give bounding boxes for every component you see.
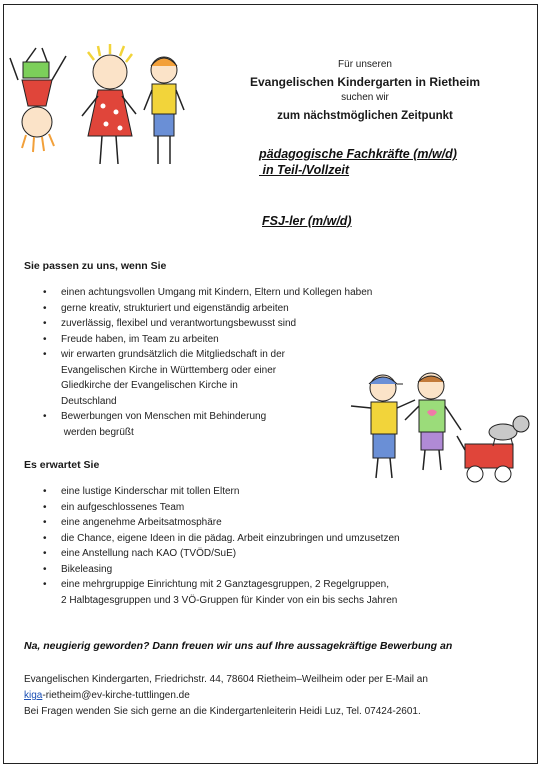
offer-list [24,484,400,608]
list-item: • eine angenehme Arbeitsatmosphäre [24,515,400,531]
contact-email[interactable] [24,688,428,704]
list-item: • eine Anstellung nach KAO (TVÖD/SuE) [24,546,400,562]
list-item: • die Chance, eigene Ideen in die pädag. Arbeit einzubringen und umzusetzen [24,531,400,547]
position-title-1-line2: in Teil-/Vollzeit [259,163,350,177]
children-drawing-left [8,40,193,175]
list-item: • zuverlässig, flexibel und verantwortungsbewusst sind [24,316,372,332]
header-block [200,58,530,124]
list-item: • ein aufgeschlossenes Team [24,500,400,516]
list-item: • Freude haben, im Team zu arbeiten [24,332,372,348]
position-title-1 [259,146,457,178]
kindergarten-name: Evangelischen Kindergarten in Rietheim [249,75,481,89]
offer-section-heading: Es erwartet Sie [24,459,100,471]
position-title-1-line1: pädagogische Fachkräfte (m/w/d) [259,147,457,161]
intro-text: Für unseren [338,59,392,70]
contact-questions: Bei Fragen wenden Sie sich gerne an die Kindergartenleiterin Heidi Luz, Tel. 07424-2601. [24,706,421,717]
list-item: • gerne kreativ, strukturiert und eigenständig arbeiten [24,301,372,317]
email-link-prefix[interactable]: kiga [24,690,43,701]
list-item: • wir erwarten grundsätzlich die Mitgliedschaft in der Evangelischen Kirche in Württemberg oder einer Gliedkirche der Evangelischen Kirche in Deutschland [24,347,372,409]
contact-block [24,672,428,720]
fit-list [24,285,372,440]
list-item: • einen achtungsvollen Umgang mit Kindern, Eltern und Kollegen haben [24,285,372,301]
seek-text: suchen wir [341,92,389,103]
email-link-rest[interactable]: -rietheim@ev-kirche-tuttlingen.de [42,690,190,701]
list-item: • eine lustige Kinderschar mit tollen Eltern [24,484,400,500]
list-item: • Bikeleasing [24,562,400,578]
start-date-text: zum nächstmöglichen Zeitpunkt [277,110,453,122]
children-drawing-right [345,370,535,495]
contact-address: Evangelischen Kindergarten, Friedrichstr. 44, 78604 Rietheim–Weilheim oder per E-Mail an [24,674,428,685]
fit-section-heading: Sie passen zu uns, wenn Sie [24,260,167,272]
list-item: • Bewerbungen von Menschen mit Behinderung werden begrüßt [24,409,372,440]
list-item: • eine mehrgruppige Einrichtung mit 2 Ganztagesgruppen, 2 Regelgruppen, 2 Halbtagesgruppen und 3 VÖ-Gruppen für Kinder von ein bis sechs Jahren [24,577,400,608]
position-title-2: FSJ-ler (m/w/d) [262,214,352,228]
call-to-action: Na, neugierig geworden? Dann freuen wir uns auf Ihre aussagekräftige Bewerbung an [24,640,453,652]
